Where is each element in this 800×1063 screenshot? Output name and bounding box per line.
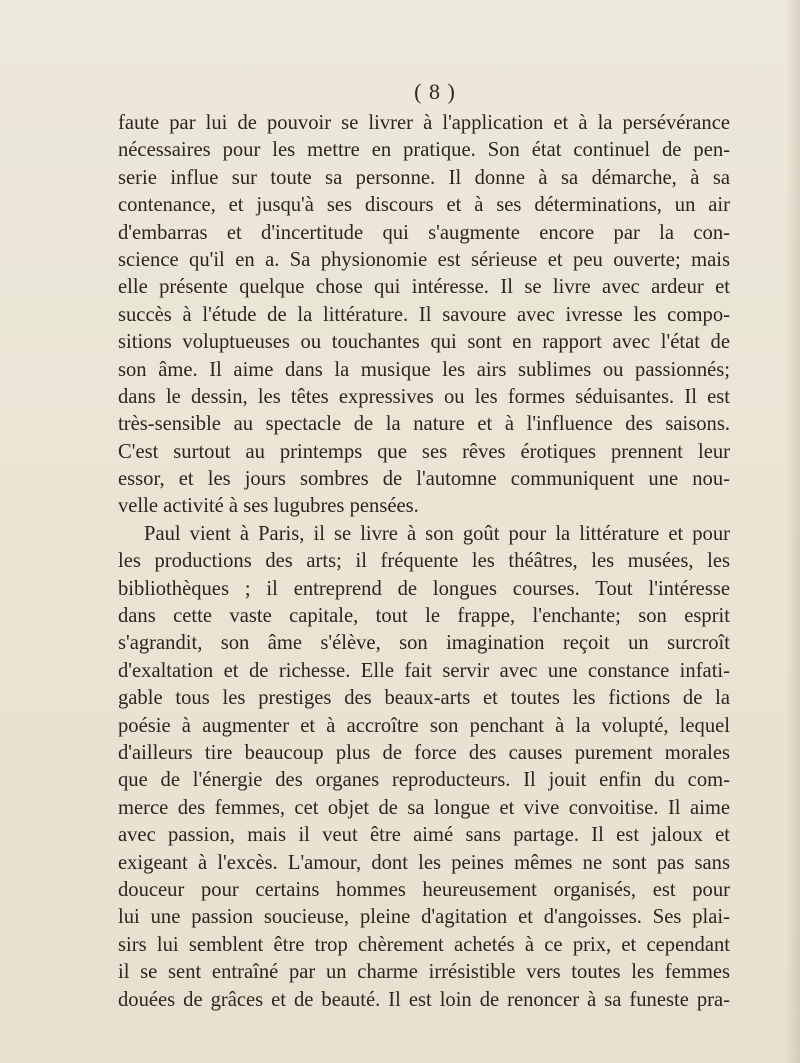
text-line-30: lui une passion soucieuse, pleine d'agitation et d'angoisses. Ses plai- [118, 906, 730, 929]
text-line-28: exigeant à l'excès. L'amour, dont les peines mêmes ne sont pas sans [118, 851, 730, 874]
text-line-25: que de l'énergie des organes reproducteurs. Il jouit enfin du com- [118, 769, 730, 792]
text-line-4: contenance, et jusqu'à ses discours et à ses déterminations, un air [118, 194, 730, 217]
text-line-5: d'embarras et d'incertitude qui s'augmente encore par la con- [118, 221, 730, 244]
text-line-26: merce des femmes, cet objet de sa longue et vive convoitise. Il aime [118, 796, 730, 819]
text-line-16: Paul vient à Paris, il se livre à son goût pour la littérature et pour [144, 522, 730, 545]
text-line-2: nécessaires pour les mettre en pratique. Son état continuel de pen- [118, 139, 730, 162]
text-line-20: s'agrandit, son âme s'élève, son imagination reçoit un surcroît [118, 632, 730, 655]
text-line-12: très-sensible au spectacle de la nature et à l'influence des saisons. [118, 413, 730, 436]
text-line-6: science qu'il en a. Sa physionomie est sérieuse et peu ouverte; mais [118, 248, 730, 271]
page-number: ( 8 ) [414, 79, 456, 104]
text-line-29: douceur pour certains hommes heureusement organisés, est pour [118, 878, 730, 901]
text-line-8: succès à l'étude de la littérature. Il savoure avec ivresse les compo- [118, 303, 730, 326]
text-line-17: les productions des arts; il fréquente les théâtres, les musées, les [118, 550, 730, 573]
text-line-14: essor, et les jours sombres de l'automne communiquent une nou- [118, 468, 730, 491]
text-line-18: bibliothèques ; il entreprend de longues courses. Tout l'intéresse [118, 577, 730, 600]
text-line-7: elle présente quelque chose qui intéresse. Il se livre avec ardeur et [118, 276, 730, 299]
text-line-23: poésie à augmenter et à accroître son penchant à la volupté, lequel [118, 714, 730, 737]
text-line-1: faute par lui de pouvoir se livrer à l'application et à la persévérance [118, 112, 730, 134]
text-line-9: sitions voluptueuses ou touchantes qui sont en rapport avec l'état de [118, 331, 730, 354]
text-line-11: dans le dessin, les têtes expressives ou les formes séduisantes. Il est [118, 385, 730, 408]
text-line-21: d'exaltation et de richesse. Elle fait servir avec une constance infati- [118, 659, 730, 682]
page-edge-shadow [786, 0, 800, 1063]
text-line-13: C'est surtout au printemps que ses rêves érotiques prennent leur [118, 440, 730, 463]
body-text [118, 110, 730, 1014]
text-line-22: gable tous les prestiges des beaux-arts et toutes les fictions de la [118, 687, 730, 710]
text-line-19: dans cette vaste capitale, tout le frappe, l'enchante; son esprit [118, 605, 730, 628]
text-line-33: douées de grâces et de beauté. Il est loin de renoncer à sa funeste pra- [118, 988, 730, 1011]
text-line-27: avec passion, mais il veut être aimé sans partage. Il est jaloux et [118, 824, 730, 847]
text-line-3: serie influe sur toute sa personne. Il donne à sa démarche, à sa [118, 166, 730, 189]
text-line-32: il se sent entraîné par un charme irrésistible vers toutes les femmes [118, 961, 730, 984]
text-line-24: d'ailleurs tire beaucoup plus de force des causes purement morales [118, 741, 730, 764]
text-line-15: velle activité à ses lugubres pensées. [118, 495, 419, 518]
text-line-31: sirs lui semblent être trop chèrement achetés à ce prix, et cependant [118, 933, 730, 956]
text-line-10: son âme. Il aime dans la musique les airs sublimes ou passionnés; [118, 358, 730, 381]
